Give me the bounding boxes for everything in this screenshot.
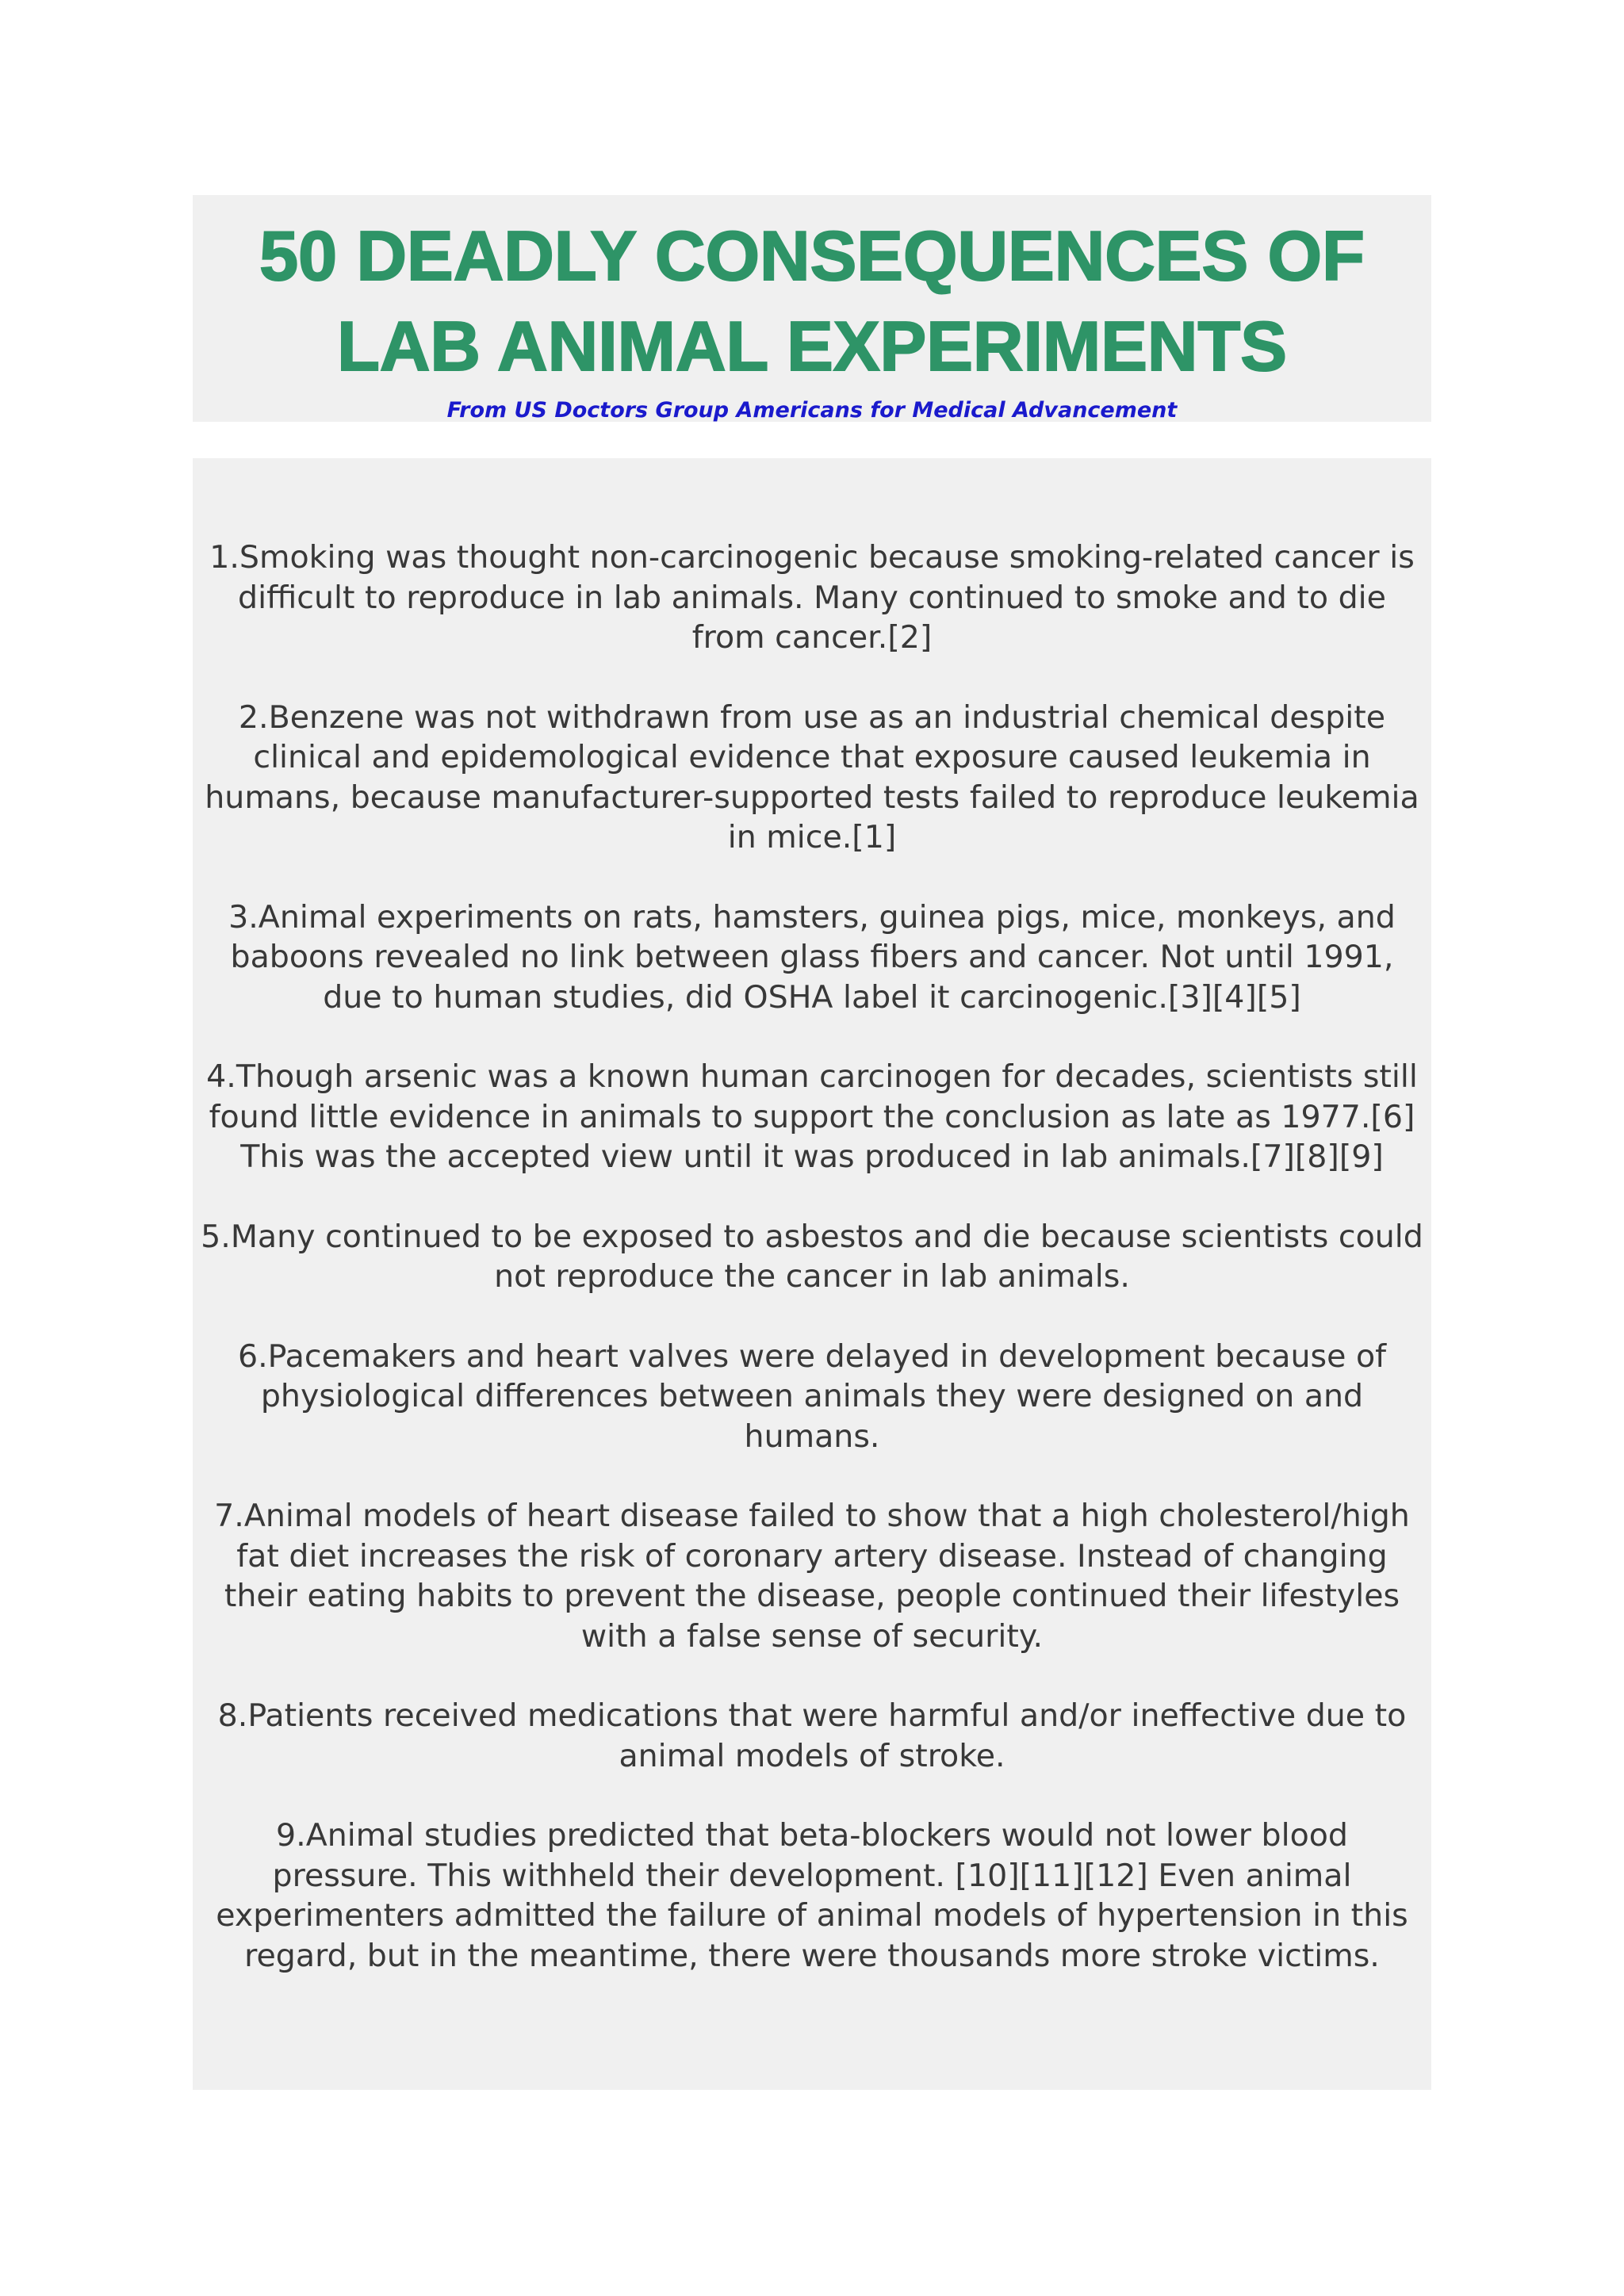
page-subtitle: From US Doctors Group Americans for Medical Advancement bbox=[446, 398, 1178, 423]
list-item-1: 1.Smoking was thought non-carcinogenic because smoking-related cancer is difficult to reproduce in lab animals. Many continued to smoke and to die from cancer.[2] bbox=[209, 539, 1415, 656]
list-item-8: 8.Patients received medications that were harmful and/or ineffective due to animal models of stroke. bbox=[217, 1697, 1407, 1774]
content-panel bbox=[193, 458, 1431, 2090]
list-item-2: 2.Benzene was not withdrawn from use as an industrial chemical despite clinical and epidemological evidence that exposure caused leukemia in humans, because manufacturer-supported tests failed to reproduce leukemia in mice.[1] bbox=[205, 698, 1419, 855]
page-title-line-1: 50 DEADLY CONSEQUENCES OF bbox=[259, 216, 1365, 295]
list-item-6: 6.Pacemakers and heart valves were delayed in development because of physiological differences between animals they were designed on and humans. bbox=[237, 1337, 1387, 1455]
header-panel bbox=[193, 195, 1431, 422]
list-item-5: 5.Many continued to be exposed to asbestos and die because scientists could not reproduce the cancer in lab animals. bbox=[201, 1218, 1423, 1295]
list-item-3: 3.Animal experiments on rats, hamsters, guinea pigs, mice, monkeys, and baboons revealed no link between glass fibers and cancer. Not until 1991, due to human studies, did OSHA label it carcinogenic.[3][4][5] bbox=[228, 898, 1396, 1016]
list-item-4: 4.Though arsenic was a known human carcinogen for decades, scientists still found little evidence in animals to support the conclusion as late as 1977.[6] This was the accepted view until it was produced in lab animals.[7][8][9] bbox=[206, 1058, 1418, 1175]
list-item-9: 9.Animal studies predicted that beta-blockers would not lower blood pressure. This withheld their development. [10][11][12] Even animal experimenters admitted the failure of animal models of hypertension in this regard, but in the meantime, there were thousands more stroke victims. bbox=[216, 1817, 1408, 1974]
list-item-7: 7.Animal models of heart disease failed to show that a high cholesterol/high fat diet increases the risk of coronary artery disease. Instead of changing their eating habits to prevent the disease, people continued their lifestyles with a false sense of security. bbox=[214, 1498, 1410, 1655]
page-title-line-2: LAB ANIMAL EXPERIMENTS bbox=[337, 307, 1287, 385]
page-title bbox=[193, 195, 1431, 392]
